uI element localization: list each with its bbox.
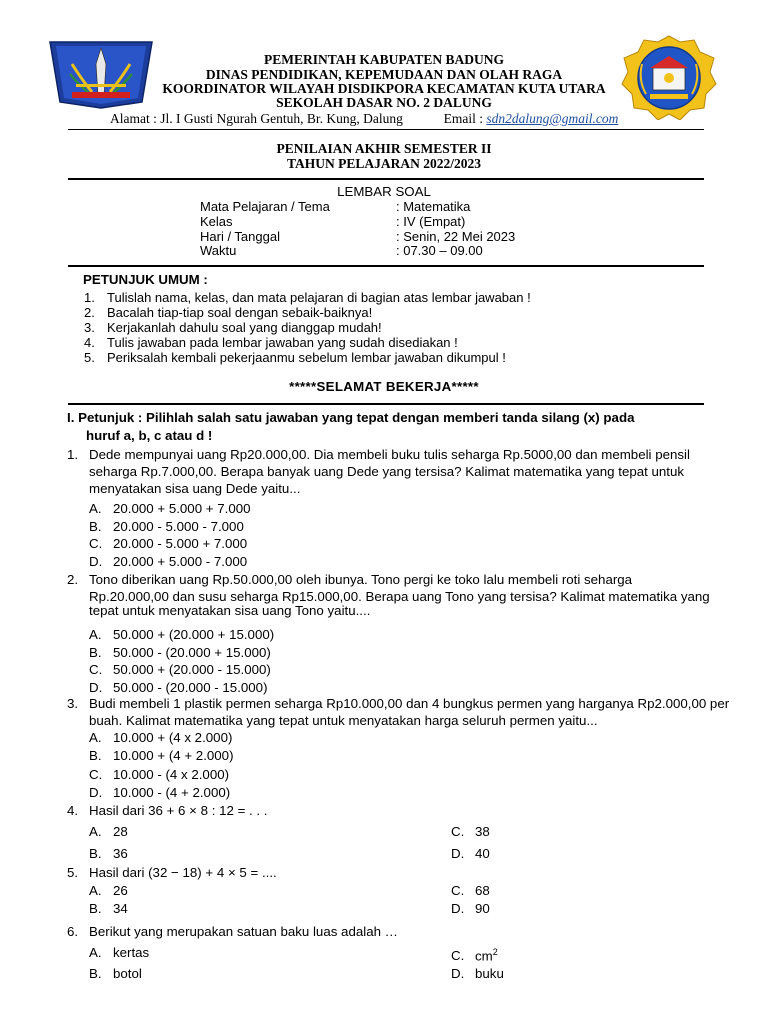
question-1: 1. Dede mempunyai uang Rp20.000,00. Dia membeli buku tulis seharga Rp.5000,00 dan membeli pensil seharga Rp.7.000,00. Berapa banyak uang Dede yang tersisa? Kalimat matematika yang tepat untuk menyatakan sisa uang Dede yaitu... <box>67 447 690 496</box>
q4-option-c[interactable]: C. 38 <box>451 824 490 839</box>
info-value-date: : Senin, 22 Mei 2023 <box>396 229 516 244</box>
exam-title: PENILAIAN AKHIR SEMESTER II <box>276 141 492 156</box>
option-b[interactable]: B. 10.000 + (4 + 2.000) <box>89 748 234 764</box>
info-value-class: : IV (Empat) <box>396 214 466 229</box>
school-address <box>110 111 618 127</box>
instruction-item: 1. Tulislah nama, kelas, dan mata pelajaran di bagian atas lembar jawaban ! <box>84 290 531 305</box>
header-divider <box>68 129 704 130</box>
question-3-options <box>89 729 234 802</box>
greeting: *****SELAMAT BEKERJA***** <box>289 379 479 394</box>
q4-option-a[interactable]: A. 28 <box>89 824 128 839</box>
exam-year: TAHUN PELAJARAN 2022/2023 <box>286 156 481 171</box>
question-3: 3. Budi membeli 1 plastik permen seharga Rp10.000,00 dan 4 bungkus permen yang harganya Rp2.000,00 per buah. Kalimat matematika yang tepat untuk menyatakan harga seluruh permen yaitu... <box>67 696 730 728</box>
info-label-date: Hari / Tanggal <box>200 229 280 244</box>
instruction-list <box>84 290 531 365</box>
email-label: Email : <box>443 111 483 126</box>
coordinator-title: KOORDINATOR WILAYAH DISDIKPORA KECAMATAN KUTA UTARA <box>162 81 606 96</box>
section-heading-cont: huruf a, b, c atau d ! <box>86 428 213 443</box>
q4-option-d[interactable]: D. 40 <box>451 846 490 861</box>
section-divider <box>68 403 704 405</box>
info-value-time: : 07.30 – 09.00 <box>396 243 483 258</box>
school-name: SEKOLAH DASAR NO. 2 DALUNG <box>276 95 492 110</box>
option-a[interactable]: A. 10.000 + (4 x 2.000) <box>89 730 233 745</box>
option-b[interactable]: B. 20.000 - 5.000 - 7.000 <box>89 518 244 534</box>
question-2-options <box>89 626 274 697</box>
question-4: 4. Hasil dari 36 + 6 × 8 : 12 = . . . <box>67 803 268 818</box>
info-value-subject: : Matematika <box>396 199 471 214</box>
option-d[interactable]: D. 20.000 + 5.000 - 7.000 <box>89 554 248 570</box>
option-c[interactable]: C. 10.000 - (4 x 2.000) <box>89 766 230 782</box>
gov-title: PEMERINTAH KABUPATEN BADUNG <box>263 52 504 67</box>
question-5: 5. Hasil dari (32 − 18) + 4 × 5 = .... <box>67 865 277 880</box>
question-2: 2. Tono diberikan uang Rp.50.000,00 oleh ibunya. Tono pergi ke toko lalu membeli roti seharga Rp.20.000,00 dan susu seharga Rp15.000,00. Berapa uang Tono yang tersisa? Kalimat matematika yang tepat untuk menyatakan sisa uang Tono yaitu.... <box>67 572 710 618</box>
address-text: Alamat : Jl. I Gusti Ngurah Gentuh, Br. Kung, Dalung <box>110 111 403 126</box>
instruction-item: 4. Tulis jawaban pada lembar jawaban yang sudah disediakan ! <box>84 335 458 350</box>
q5-option-c[interactable]: C. 68 <box>451 883 490 898</box>
q5-option-a[interactable]: A. 26 <box>89 883 128 898</box>
q6-option-a[interactable]: A. kertas <box>89 945 150 960</box>
info-label-class: Kelas <box>200 214 233 229</box>
info-divider <box>68 265 704 267</box>
info-label-subject: Mata Pelajaran / Tema <box>200 199 330 214</box>
section-heading: I. Petunjuk : Pilihlah salah satu jawaban yang tepat dengan memberi tanda silang (x) pada <box>67 410 635 425</box>
option-b[interactable]: B. 50.000 - (20.000 + 15.000) <box>89 644 271 660</box>
option-c[interactable]: C. 50.000 + (20.000 - 15.000) <box>89 662 271 678</box>
option-c[interactable]: C. 20.000 - 5.000 + 7.000 <box>89 536 248 552</box>
instruction-item: 5. Periksalah kembali pekerjaanmu sebelum lembar jawaban dikumpul ! <box>84 350 506 365</box>
q6-option-d[interactable]: D. buku <box>451 966 504 981</box>
q4-option-b[interactable]: B. 36 <box>89 846 128 861</box>
option-d[interactable]: D. 10.000 - (4 + 2.000) <box>89 784 231 800</box>
sheet-title: LEMBAR SOAL <box>337 184 431 199</box>
q5-option-d[interactable]: D. 90 <box>451 901 490 916</box>
question-1-options <box>89 500 251 571</box>
superscript-two: 2 <box>492 947 498 957</box>
instruction-item: 3. Kerjakanlah dahulu soal yang dianggap mudah! <box>84 320 382 335</box>
info-label-time: Waktu <box>200 243 237 258</box>
email-link[interactable]: sdn2dalung@gmail.com <box>486 111 619 126</box>
option-a[interactable]: A. 50.000 + (20.000 + 15.000) <box>89 627 275 642</box>
option-d[interactable]: D. 50.000 - (20.000 - 15.000) <box>89 680 268 696</box>
q6-option-c[interactable]: C. $cm^2$ <box>451 947 498 964</box>
q5-option-b[interactable]: B. 34 <box>89 901 128 916</box>
title-divider <box>68 178 704 180</box>
option-a[interactable]: A. 20.000 + 5.000 + 7.000 <box>89 501 251 516</box>
q6-option-b[interactable]: B. botol <box>89 966 142 981</box>
instructions-title: PETUNJUK UMUM : <box>83 272 208 287</box>
department-title: DINAS PENDIDIKAN, KEPEMUDAAN DAN OLAH RAGA <box>205 67 563 82</box>
question-6: 6. Berikut yang merupakan satuan baku luas adalah … <box>67 924 398 939</box>
instruction-item: 2. Bacalah tiap-tiap soal dengan sebaik-baiknya! <box>84 305 373 320</box>
